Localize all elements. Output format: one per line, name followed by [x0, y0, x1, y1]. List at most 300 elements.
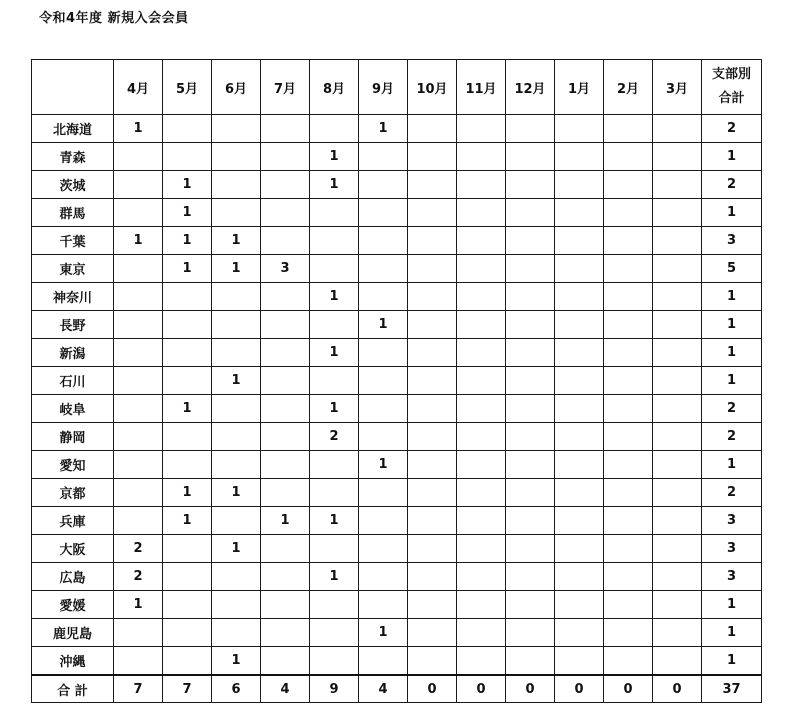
month-count-cell: 1: [212, 479, 261, 507]
month-count-cell: [457, 479, 506, 507]
month-count-cell: [212, 619, 261, 647]
month-count-cell: 1: [114, 591, 163, 619]
month-count-cell: [212, 507, 261, 535]
month-total-cell: 0: [457, 675, 506, 703]
branch-name: 京都: [32, 479, 114, 507]
month-count-cell: [212, 451, 261, 479]
month-count-cell: [555, 339, 604, 367]
month-count-cell: [653, 199, 702, 227]
month-count-cell: [457, 115, 506, 143]
month-count-cell: 1: [163, 199, 212, 227]
month-total-cell: 7: [114, 675, 163, 703]
month-count-cell: [359, 143, 408, 171]
month-count-cell: [555, 591, 604, 619]
month-count-cell: 1: [163, 507, 212, 535]
table-row: [32, 535, 762, 563]
totals-label: 合 計: [32, 675, 114, 703]
month-count-cell: [457, 563, 506, 591]
month-count-cell: [114, 283, 163, 311]
month-count-cell: [457, 451, 506, 479]
branch-total-cell: 2: [702, 395, 762, 423]
month-count-cell: [506, 451, 555, 479]
month-count-cell: [163, 535, 212, 563]
month-count-cell: [114, 339, 163, 367]
month-count-cell: [408, 311, 457, 339]
month-count-cell: [310, 367, 359, 395]
table-row: [32, 395, 762, 423]
month-count-cell: [604, 507, 653, 535]
month-total-cell: 0: [408, 675, 457, 703]
month-count-cell: [212, 115, 261, 143]
month-count-cell: [555, 227, 604, 255]
month-count-cell: [408, 563, 457, 591]
month-count-cell: [653, 171, 702, 199]
table-row: [32, 507, 762, 535]
month-count-cell: [261, 395, 310, 423]
month-count-cell: [457, 339, 506, 367]
branch-name: 青森: [32, 143, 114, 171]
corner-cell: [32, 60, 114, 115]
month-count-cell: [114, 367, 163, 395]
month-count-cell: [604, 647, 653, 676]
month-count-cell: [310, 227, 359, 255]
branch-name: 鹿児島: [32, 619, 114, 647]
month-count-cell: [359, 171, 408, 199]
month-count-cell: [604, 227, 653, 255]
month-count-cell: [555, 563, 604, 591]
month-header: 5月: [163, 60, 212, 115]
month-count-cell: [310, 115, 359, 143]
month-count-cell: [212, 591, 261, 619]
table-row: [32, 339, 762, 367]
month-count-cell: [212, 171, 261, 199]
month-total-cell: 4: [359, 675, 408, 703]
month-count-cell: [457, 367, 506, 395]
month-count-cell: [359, 507, 408, 535]
branch-total-cell: 1: [702, 311, 762, 339]
month-count-cell: [261, 367, 310, 395]
month-count-cell: 1: [359, 451, 408, 479]
month-count-cell: [359, 339, 408, 367]
month-count-cell: [506, 395, 555, 423]
month-count-cell: [506, 563, 555, 591]
month-count-cell: [457, 199, 506, 227]
month-count-cell: [408, 283, 457, 311]
branch-total-cell: 3: [702, 227, 762, 255]
month-count-cell: [408, 535, 457, 563]
month-total-cell: 0: [653, 675, 702, 703]
month-count-cell: [261, 591, 310, 619]
table-row: [32, 451, 762, 479]
month-header: 7月: [261, 60, 310, 115]
month-count-cell: [310, 591, 359, 619]
month-count-cell: [653, 283, 702, 311]
month-count-cell: 1: [310, 283, 359, 311]
month-count-cell: [408, 199, 457, 227]
month-count-cell: [555, 423, 604, 451]
month-header: 8月: [310, 60, 359, 115]
month-total-cell: 0: [604, 675, 653, 703]
month-count-cell: [114, 255, 163, 283]
month-count-cell: [457, 283, 506, 311]
month-count-cell: [114, 507, 163, 535]
branch-name: 静岡: [32, 423, 114, 451]
month-count-cell: [604, 563, 653, 591]
month-header: 3月: [653, 60, 702, 115]
month-count-cell: 1: [212, 647, 261, 676]
month-count-cell: [359, 367, 408, 395]
membership-table: [31, 59, 762, 703]
month-count-cell: [457, 255, 506, 283]
table-row: [32, 423, 762, 451]
month-count-cell: [506, 339, 555, 367]
month-header: 12月: [506, 60, 555, 115]
month-count-cell: 1: [212, 227, 261, 255]
month-count-cell: [408, 367, 457, 395]
month-count-cell: [261, 647, 310, 676]
branch-total-cell: 2: [702, 423, 762, 451]
month-count-cell: [261, 563, 310, 591]
month-count-cell: [261, 311, 310, 339]
month-count-cell: [261, 339, 310, 367]
month-count-cell: 1: [212, 535, 261, 563]
month-header: 10月: [408, 60, 457, 115]
month-count-cell: [212, 563, 261, 591]
branch-total-cell: 2: [702, 479, 762, 507]
month-count-cell: [261, 227, 310, 255]
month-count-cell: [408, 479, 457, 507]
month-count-cell: [163, 647, 212, 676]
month-count-cell: [604, 143, 653, 171]
totals-row: [32, 675, 762, 703]
month-count-cell: [114, 395, 163, 423]
table-row: [32, 591, 762, 619]
month-count-cell: [604, 255, 653, 283]
table-row: [32, 563, 762, 591]
month-count-cell: [310, 451, 359, 479]
branch-total-cell: 1: [702, 339, 762, 367]
month-count-cell: [653, 619, 702, 647]
table-row: [32, 647, 762, 676]
month-count-cell: [212, 423, 261, 451]
month-count-cell: [408, 115, 457, 143]
month-count-cell: [457, 227, 506, 255]
month-count-cell: [653, 423, 702, 451]
page-title: 令和4年度 新規入会会員: [39, 11, 189, 26]
month-count-cell: 1: [359, 311, 408, 339]
month-count-cell: [408, 171, 457, 199]
month-count-cell: [604, 451, 653, 479]
month-count-cell: 2: [114, 563, 163, 591]
month-count-cell: [653, 143, 702, 171]
month-count-cell: [506, 647, 555, 676]
month-count-cell: [359, 591, 408, 619]
month-count-cell: [261, 619, 310, 647]
month-count-cell: [506, 143, 555, 171]
month-total-cell: 0: [555, 675, 604, 703]
table-row: [32, 199, 762, 227]
month-count-cell: [555, 479, 604, 507]
month-count-cell: [457, 171, 506, 199]
month-count-cell: [212, 311, 261, 339]
table-row: [32, 367, 762, 395]
month-count-cell: [506, 283, 555, 311]
month-header: 2月: [604, 60, 653, 115]
table-row: [32, 143, 762, 171]
month-count-cell: [506, 227, 555, 255]
month-count-cell: [359, 647, 408, 676]
month-count-cell: [408, 255, 457, 283]
month-count-cell: [408, 339, 457, 367]
month-count-cell: 1: [114, 115, 163, 143]
month-count-cell: [212, 339, 261, 367]
month-count-cell: [555, 395, 604, 423]
month-count-cell: [604, 283, 653, 311]
month-count-cell: [555, 367, 604, 395]
month-count-cell: [212, 143, 261, 171]
month-count-cell: [261, 283, 310, 311]
branch-total-cell: 5: [702, 255, 762, 283]
month-count-cell: 1: [310, 143, 359, 171]
month-count-cell: [506, 311, 555, 339]
month-count-cell: [114, 451, 163, 479]
month-count-cell: [555, 199, 604, 227]
month-total-cell: 4: [261, 675, 310, 703]
table-row: [32, 227, 762, 255]
month-count-cell: [506, 591, 555, 619]
branch-total-cell: 1: [702, 367, 762, 395]
month-count-cell: [114, 479, 163, 507]
table-row: [32, 619, 762, 647]
month-count-cell: [114, 647, 163, 676]
month-count-cell: [408, 647, 457, 676]
month-count-cell: [653, 227, 702, 255]
month-count-cell: [506, 115, 555, 143]
header-row: [32, 60, 762, 115]
branch-name: 愛媛: [32, 591, 114, 619]
month-count-cell: [555, 647, 604, 676]
branch-name: 長野: [32, 311, 114, 339]
month-count-cell: [359, 423, 408, 451]
table-row: [32, 283, 762, 311]
branch-total-cell: 1: [702, 199, 762, 227]
month-header: 11月: [457, 60, 506, 115]
month-count-cell: [163, 115, 212, 143]
month-count-cell: [408, 227, 457, 255]
branch-total-header: [702, 60, 762, 115]
month-count-cell: [408, 143, 457, 171]
month-count-cell: [163, 367, 212, 395]
month-count-cell: [555, 171, 604, 199]
month-count-cell: [261, 535, 310, 563]
month-count-cell: [261, 171, 310, 199]
month-count-cell: [310, 619, 359, 647]
month-count-cell: 2: [310, 423, 359, 451]
branch-name: 岐阜: [32, 395, 114, 423]
month-count-cell: [408, 507, 457, 535]
month-count-cell: [555, 255, 604, 283]
month-count-cell: [653, 479, 702, 507]
branch-name: 大阪: [32, 535, 114, 563]
month-count-cell: [408, 451, 457, 479]
branch-name: 愛知: [32, 451, 114, 479]
month-count-cell: [604, 479, 653, 507]
month-count-cell: [653, 647, 702, 676]
month-count-cell: [408, 395, 457, 423]
month-count-cell: [457, 619, 506, 647]
month-count-cell: [506, 367, 555, 395]
month-count-cell: [261, 479, 310, 507]
grand-total-cell: 37: [702, 675, 762, 703]
branch-total-cell: 1: [702, 143, 762, 171]
month-count-cell: 1: [310, 395, 359, 423]
table-row: [32, 255, 762, 283]
month-total-cell: 7: [163, 675, 212, 703]
month-count-cell: [506, 199, 555, 227]
month-count-cell: [359, 535, 408, 563]
month-count-cell: [114, 423, 163, 451]
month-count-cell: [163, 143, 212, 171]
month-count-cell: [212, 199, 261, 227]
branch-name: 群馬: [32, 199, 114, 227]
table-body: [32, 115, 762, 676]
month-total-cell: 6: [212, 675, 261, 703]
month-count-cell: [555, 451, 604, 479]
month-count-cell: 1: [212, 255, 261, 283]
branch-total-cell: 3: [702, 563, 762, 591]
month-count-cell: 1: [163, 395, 212, 423]
month-count-cell: [457, 423, 506, 451]
month-count-cell: 3: [261, 255, 310, 283]
branch-total-cell: 1: [702, 647, 762, 676]
month-count-cell: [163, 591, 212, 619]
month-count-cell: [604, 591, 653, 619]
branch-total-cell: 1: [702, 591, 762, 619]
month-count-cell: [408, 619, 457, 647]
month-count-cell: [359, 395, 408, 423]
branch-total-header-line2: 合計: [718, 91, 745, 106]
branch-name: 石川: [32, 367, 114, 395]
month-count-cell: [163, 311, 212, 339]
month-count-cell: 1: [163, 255, 212, 283]
month-count-cell: [506, 255, 555, 283]
month-count-cell: 2: [114, 535, 163, 563]
month-count-cell: [653, 115, 702, 143]
month-count-cell: [408, 423, 457, 451]
month-count-cell: [114, 311, 163, 339]
month-count-cell: [457, 535, 506, 563]
month-count-cell: [653, 591, 702, 619]
branch-name: 千葉: [32, 227, 114, 255]
month-count-cell: [506, 479, 555, 507]
month-count-cell: [261, 423, 310, 451]
month-count-cell: [555, 619, 604, 647]
month-count-cell: [457, 143, 506, 171]
month-count-cell: [604, 199, 653, 227]
table-row: [32, 115, 762, 143]
month-count-cell: 1: [163, 479, 212, 507]
branch-total-cell: 2: [702, 171, 762, 199]
month-count-cell: [653, 367, 702, 395]
month-count-cell: [261, 143, 310, 171]
month-header: 6月: [212, 60, 261, 115]
month-count-cell: [555, 507, 604, 535]
branch-name: 北海道: [32, 115, 114, 143]
branch-total-cell: 1: [702, 283, 762, 311]
month-count-cell: 1: [163, 171, 212, 199]
month-count-cell: 1: [310, 171, 359, 199]
month-header: 4月: [114, 60, 163, 115]
month-count-cell: [555, 535, 604, 563]
month-count-cell: [555, 115, 604, 143]
month-count-cell: 1: [310, 563, 359, 591]
month-count-cell: [457, 311, 506, 339]
month-count-cell: [653, 563, 702, 591]
month-count-cell: 1: [310, 507, 359, 535]
month-count-cell: [506, 507, 555, 535]
month-count-cell: [604, 115, 653, 143]
month-count-cell: [163, 283, 212, 311]
month-count-cell: [114, 199, 163, 227]
month-count-cell: [555, 143, 604, 171]
month-count-cell: 1: [261, 507, 310, 535]
month-count-cell: [261, 199, 310, 227]
month-count-cell: 1: [212, 367, 261, 395]
month-count-cell: [310, 647, 359, 676]
branch-name: 東京: [32, 255, 114, 283]
month-count-cell: [604, 311, 653, 339]
month-count-cell: [506, 171, 555, 199]
month-count-cell: [261, 115, 310, 143]
month-count-cell: [653, 507, 702, 535]
branch-total-cell: 1: [702, 451, 762, 479]
month-count-cell: 1: [114, 227, 163, 255]
month-count-cell: [310, 535, 359, 563]
branch-name: 神奈川: [32, 283, 114, 311]
table-row: [32, 171, 762, 199]
month-count-cell: [506, 423, 555, 451]
month-header: 9月: [359, 60, 408, 115]
branch-name: 茨城: [32, 171, 114, 199]
month-count-cell: 1: [359, 115, 408, 143]
month-count-cell: [212, 283, 261, 311]
month-count-cell: [555, 311, 604, 339]
month-count-cell: [114, 143, 163, 171]
month-count-cell: [359, 227, 408, 255]
month-count-cell: [604, 339, 653, 367]
month-count-cell: [604, 619, 653, 647]
branch-name: 新潟: [32, 339, 114, 367]
month-count-cell: [359, 479, 408, 507]
month-count-cell: [457, 507, 506, 535]
month-count-cell: [261, 451, 310, 479]
month-count-cell: [114, 619, 163, 647]
month-count-cell: [310, 479, 359, 507]
month-count-cell: [653, 311, 702, 339]
branch-total-cell: 1: [702, 619, 762, 647]
month-count-cell: [457, 591, 506, 619]
month-count-cell: 1: [310, 339, 359, 367]
month-count-cell: [359, 563, 408, 591]
month-header: 1月: [555, 60, 604, 115]
branch-total-cell: 2: [702, 115, 762, 143]
month-count-cell: 1: [163, 227, 212, 255]
month-count-cell: [212, 395, 261, 423]
month-count-cell: [163, 563, 212, 591]
month-total-cell: 9: [310, 675, 359, 703]
month-count-cell: [506, 535, 555, 563]
month-count-cell: [457, 395, 506, 423]
